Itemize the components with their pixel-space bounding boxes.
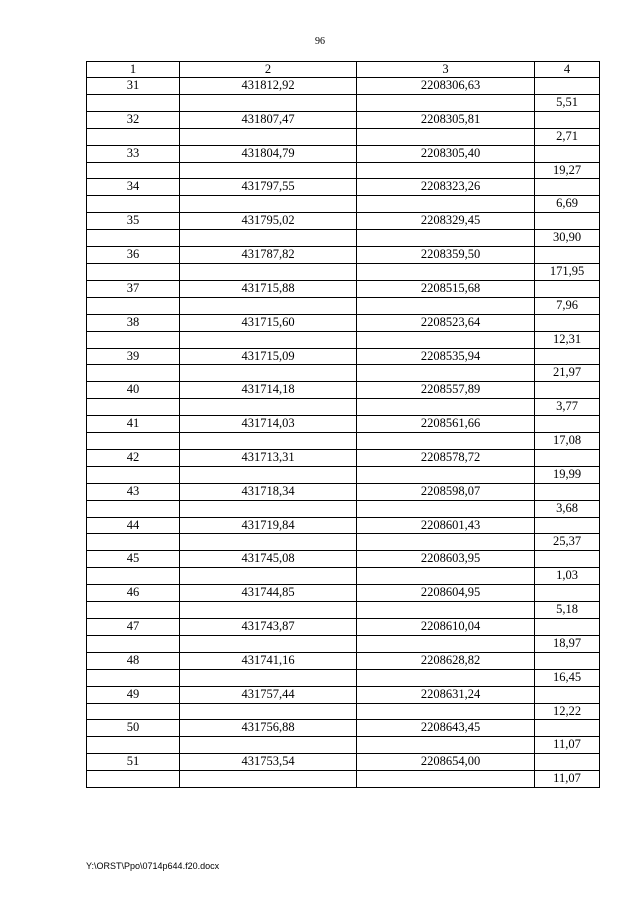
point-number-cell: 41 xyxy=(87,416,180,433)
table-row xyxy=(87,348,600,365)
y-coordinate-cell: 2208305,40 xyxy=(357,145,535,162)
y-coordinate-cell: 2208523,64 xyxy=(357,314,535,331)
empty-cell xyxy=(357,737,535,754)
y-coordinate-cell: 2208359,50 xyxy=(357,247,535,264)
x-coordinate-cell: 431715,09 xyxy=(180,348,357,365)
file-path-footer: Y:\ORST\Ppo\0714p644.f20.docx xyxy=(86,861,220,871)
table-row xyxy=(87,179,600,196)
empty-cell xyxy=(535,213,600,230)
table-row xyxy=(87,94,600,111)
table-row xyxy=(87,754,600,771)
point-number-cell: 46 xyxy=(87,585,180,602)
empty-cell xyxy=(357,635,535,652)
empty-cell xyxy=(357,196,535,213)
table-row xyxy=(87,280,600,297)
empty-cell xyxy=(180,297,357,314)
empty-cell xyxy=(180,534,357,551)
empty-cell xyxy=(87,365,180,382)
distance-cell: 1,03 xyxy=(535,568,600,585)
table-row xyxy=(87,635,600,652)
empty-cell xyxy=(357,771,535,788)
y-coordinate-cell: 2208557,89 xyxy=(357,382,535,399)
coordinates-table xyxy=(86,61,600,788)
empty-cell xyxy=(87,263,180,280)
empty-cell xyxy=(535,686,600,703)
empty-cell xyxy=(535,179,600,196)
empty-cell xyxy=(87,230,180,247)
distance-cell: 3,68 xyxy=(535,500,600,517)
distance-cell: 171,95 xyxy=(535,263,600,280)
table-row xyxy=(87,703,600,720)
table-row xyxy=(87,720,600,737)
table-row xyxy=(87,433,600,450)
empty-cell xyxy=(180,365,357,382)
empty-cell xyxy=(535,111,600,128)
header-row xyxy=(87,62,600,78)
point-number-cell: 40 xyxy=(87,382,180,399)
empty-cell xyxy=(357,669,535,686)
empty-cell xyxy=(535,483,600,500)
point-number-cell: 33 xyxy=(87,145,180,162)
empty-cell xyxy=(87,196,180,213)
table-row xyxy=(87,737,600,754)
empty-cell xyxy=(535,720,600,737)
distance-cell: 11,07 xyxy=(535,737,600,754)
point-number-cell: 34 xyxy=(87,179,180,196)
table-row xyxy=(87,128,600,145)
table-row xyxy=(87,263,600,280)
empty-cell xyxy=(535,348,600,365)
empty-cell xyxy=(357,568,535,585)
point-number-cell: 42 xyxy=(87,449,180,466)
empty-cell xyxy=(87,94,180,111)
empty-cell xyxy=(87,128,180,145)
distance-cell: 17,08 xyxy=(535,433,600,450)
y-coordinate-cell: 2208561,66 xyxy=(357,416,535,433)
empty-cell xyxy=(535,449,600,466)
table-row xyxy=(87,230,600,247)
table-row xyxy=(87,382,600,399)
table-row xyxy=(87,602,600,619)
table-row xyxy=(87,111,600,128)
empty-cell xyxy=(357,534,535,551)
empty-cell xyxy=(180,703,357,720)
empty-cell xyxy=(357,297,535,314)
empty-cell xyxy=(180,568,357,585)
y-coordinate-cell: 2208535,94 xyxy=(357,348,535,365)
x-coordinate-cell: 431812,92 xyxy=(180,78,357,95)
empty-cell xyxy=(180,128,357,145)
empty-cell xyxy=(180,196,357,213)
empty-cell xyxy=(87,534,180,551)
header-col-4: 4 xyxy=(535,62,600,78)
empty-cell xyxy=(180,737,357,754)
empty-cell xyxy=(535,517,600,534)
table-row xyxy=(87,619,600,636)
table-row xyxy=(87,78,600,95)
empty-cell xyxy=(535,314,600,331)
empty-cell xyxy=(180,94,357,111)
empty-cell xyxy=(87,500,180,517)
y-coordinate-cell: 2208631,24 xyxy=(357,686,535,703)
y-coordinate-cell: 2208323,26 xyxy=(357,179,535,196)
x-coordinate-cell: 431787,82 xyxy=(180,247,357,264)
table-row xyxy=(87,652,600,669)
point-number-cell: 51 xyxy=(87,754,180,771)
y-coordinate-cell: 2208654,00 xyxy=(357,754,535,771)
point-number-cell: 50 xyxy=(87,720,180,737)
empty-cell xyxy=(87,399,180,416)
distance-cell: 7,96 xyxy=(535,297,600,314)
distance-cell: 18,97 xyxy=(535,635,600,652)
empty-cell xyxy=(180,500,357,517)
x-coordinate-cell: 431795,02 xyxy=(180,213,357,230)
point-number-cell: 43 xyxy=(87,483,180,500)
empty-cell xyxy=(535,619,600,636)
empty-cell xyxy=(180,669,357,686)
x-coordinate-cell: 431719,84 xyxy=(180,517,357,534)
table-row xyxy=(87,399,600,416)
point-number-cell: 35 xyxy=(87,213,180,230)
header-col-2: 2 xyxy=(180,62,357,78)
table-row xyxy=(87,162,600,179)
x-coordinate-cell: 431713,31 xyxy=(180,449,357,466)
empty-cell xyxy=(87,466,180,483)
empty-cell xyxy=(357,399,535,416)
point-number-cell: 32 xyxy=(87,111,180,128)
distance-cell: 5,51 xyxy=(535,94,600,111)
table-row xyxy=(87,466,600,483)
distance-cell: 6,69 xyxy=(535,196,600,213)
empty-cell xyxy=(357,365,535,382)
point-number-cell: 31 xyxy=(87,78,180,95)
empty-cell xyxy=(357,94,535,111)
x-coordinate-cell: 431744,85 xyxy=(180,585,357,602)
empty-cell xyxy=(87,771,180,788)
table-row xyxy=(87,500,600,517)
point-number-cell: 45 xyxy=(87,551,180,568)
table-row xyxy=(87,247,600,264)
distance-cell: 11,07 xyxy=(535,771,600,788)
empty-cell xyxy=(87,162,180,179)
table-row xyxy=(87,297,600,314)
empty-cell xyxy=(357,230,535,247)
x-coordinate-cell: 431804,79 xyxy=(180,145,357,162)
table-row xyxy=(87,517,600,534)
empty-cell xyxy=(535,382,600,399)
empty-cell xyxy=(180,331,357,348)
empty-cell xyxy=(357,263,535,280)
empty-cell xyxy=(180,399,357,416)
x-coordinate-cell: 431753,54 xyxy=(180,754,357,771)
x-coordinate-cell: 431741,16 xyxy=(180,652,357,669)
header-col-1: 1 xyxy=(87,62,180,78)
distance-cell: 12,22 xyxy=(535,703,600,720)
empty-cell xyxy=(180,162,357,179)
distance-cell: 16,45 xyxy=(535,669,600,686)
empty-cell xyxy=(87,433,180,450)
empty-cell xyxy=(535,78,600,95)
y-coordinate-cell: 2208329,45 xyxy=(357,213,535,230)
empty-cell xyxy=(357,162,535,179)
empty-cell xyxy=(87,635,180,652)
point-number-cell: 38 xyxy=(87,314,180,331)
x-coordinate-cell: 431715,60 xyxy=(180,314,357,331)
x-coordinate-cell: 431714,03 xyxy=(180,416,357,433)
empty-cell xyxy=(535,416,600,433)
empty-cell xyxy=(87,297,180,314)
empty-cell xyxy=(180,263,357,280)
distance-cell: 21,97 xyxy=(535,365,600,382)
empty-cell xyxy=(180,635,357,652)
page-number: 96 xyxy=(315,36,325,47)
empty-cell xyxy=(357,128,535,145)
empty-cell xyxy=(535,280,600,297)
point-number-cell: 47 xyxy=(87,619,180,636)
x-coordinate-cell: 431797,55 xyxy=(180,179,357,196)
y-coordinate-cell: 2208601,43 xyxy=(357,517,535,534)
empty-cell xyxy=(87,669,180,686)
empty-cell xyxy=(357,466,535,483)
distance-cell: 19,99 xyxy=(535,466,600,483)
empty-cell xyxy=(535,652,600,669)
empty-cell xyxy=(87,737,180,754)
table-row xyxy=(87,365,600,382)
y-coordinate-cell: 2208578,72 xyxy=(357,449,535,466)
table-body xyxy=(87,78,600,788)
y-coordinate-cell: 2208306,63 xyxy=(357,78,535,95)
table-row xyxy=(87,196,600,213)
empty-cell xyxy=(180,602,357,619)
empty-cell xyxy=(535,145,600,162)
table-row xyxy=(87,213,600,230)
point-number-cell: 48 xyxy=(87,652,180,669)
header-col-3: 3 xyxy=(357,62,535,78)
empty-cell xyxy=(87,331,180,348)
empty-cell xyxy=(180,230,357,247)
y-coordinate-cell: 2208643,45 xyxy=(357,720,535,737)
table-header xyxy=(87,62,600,78)
empty-cell xyxy=(357,703,535,720)
empty-cell xyxy=(357,602,535,619)
x-coordinate-cell: 431745,08 xyxy=(180,551,357,568)
table-row xyxy=(87,416,600,433)
table-row xyxy=(87,145,600,162)
y-coordinate-cell: 2208305,81 xyxy=(357,111,535,128)
table-row xyxy=(87,483,600,500)
x-coordinate-cell: 431757,44 xyxy=(180,686,357,703)
point-number-cell: 36 xyxy=(87,247,180,264)
table-row xyxy=(87,534,600,551)
distance-cell: 5,18 xyxy=(535,602,600,619)
y-coordinate-cell: 2208598,07 xyxy=(357,483,535,500)
empty-cell xyxy=(87,568,180,585)
empty-cell xyxy=(180,466,357,483)
table-row xyxy=(87,669,600,686)
x-coordinate-cell: 431807,47 xyxy=(180,111,357,128)
table-row xyxy=(87,314,600,331)
empty-cell xyxy=(87,602,180,619)
table-row xyxy=(87,449,600,466)
table-row xyxy=(87,686,600,703)
distance-cell: 30,90 xyxy=(535,230,600,247)
empty-cell xyxy=(357,433,535,450)
empty-cell xyxy=(87,703,180,720)
x-coordinate-cell: 431714,18 xyxy=(180,382,357,399)
point-number-cell: 49 xyxy=(87,686,180,703)
x-coordinate-cell: 431743,87 xyxy=(180,619,357,636)
distance-cell: 25,37 xyxy=(535,534,600,551)
empty-cell xyxy=(357,500,535,517)
x-coordinate-cell: 431718,34 xyxy=(180,483,357,500)
y-coordinate-cell: 2208628,82 xyxy=(357,652,535,669)
y-coordinate-cell: 2208603,95 xyxy=(357,551,535,568)
empty-cell xyxy=(535,247,600,264)
table-row xyxy=(87,568,600,585)
distance-cell: 19,27 xyxy=(535,162,600,179)
x-coordinate-cell: 431756,88 xyxy=(180,720,357,737)
distance-cell: 2,71 xyxy=(535,128,600,145)
point-number-cell: 44 xyxy=(87,517,180,534)
table-row xyxy=(87,585,600,602)
table-row xyxy=(87,551,600,568)
empty-cell xyxy=(535,551,600,568)
distance-cell: 12,31 xyxy=(535,331,600,348)
x-coordinate-cell: 431715,88 xyxy=(180,280,357,297)
y-coordinate-cell: 2208610,04 xyxy=(357,619,535,636)
distance-cell: 3,77 xyxy=(535,399,600,416)
empty-cell xyxy=(357,331,535,348)
empty-cell xyxy=(180,433,357,450)
y-coordinate-cell: 2208515,68 xyxy=(357,280,535,297)
y-coordinate-cell: 2208604,95 xyxy=(357,585,535,602)
table-row xyxy=(87,331,600,348)
empty-cell xyxy=(535,754,600,771)
table-row xyxy=(87,771,600,788)
empty-cell xyxy=(180,771,357,788)
empty-cell xyxy=(535,585,600,602)
point-number-cell: 39 xyxy=(87,348,180,365)
point-number-cell: 37 xyxy=(87,280,180,297)
